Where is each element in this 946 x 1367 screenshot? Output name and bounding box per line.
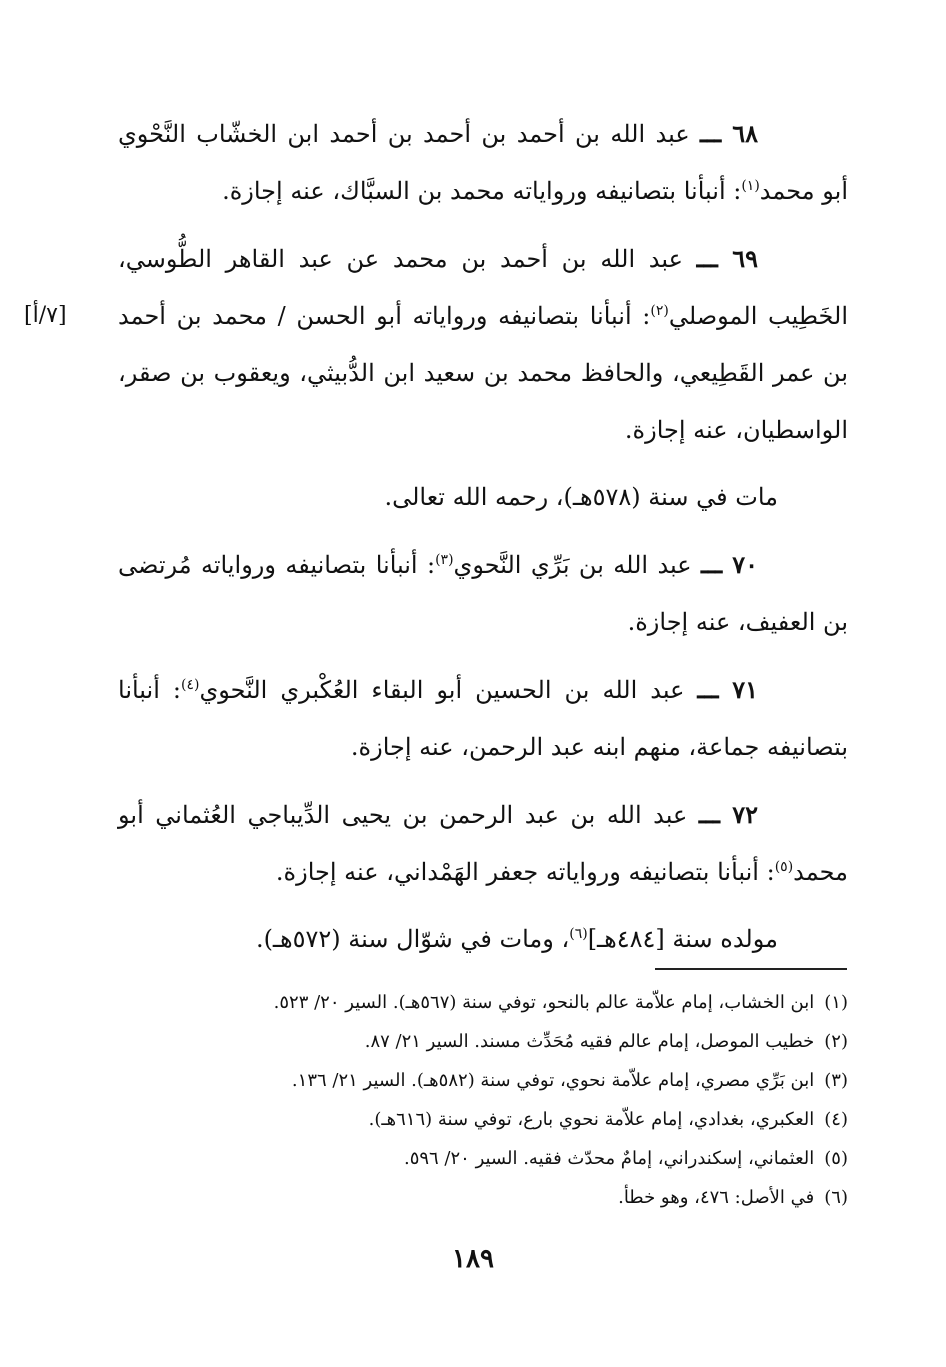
entry-text-continued: ، ومات في شوّال سنة (٥٧٢هـ). — [255, 925, 570, 953]
entry-text-continued: : أنبأنا بتصانيفه جماعة، منهم ابنه عبد الرحمن، عنه إجازة. — [118, 676, 848, 761]
footnote-text: في الأصل: ٤٧٦، وهو خطأ. — [618, 1187, 815, 1208]
footnote-ref[interactable]: (٥) — [774, 859, 794, 875]
footnote-number: (٥) — [824, 1148, 848, 1169]
footnote-text: العكبري، بغدادي، إمام علاّمة نحوي بارع، توفي سنة (٦١٦هـ). — [368, 1109, 815, 1130]
footnote-5 — [118, 1139, 848, 1178]
footnote-6 — [118, 1178, 848, 1217]
footnotes — [118, 983, 848, 1217]
footnote-number: (٢) — [824, 1031, 848, 1052]
entry-71 — [118, 661, 848, 776]
footnote-text: ابن بَرِّي مصري، إمام علاّمة نحوي، توفي سنة (٥٨٢هـ). السير ٢١/ ١٣٦. — [291, 1070, 815, 1091]
entry-text-continued: : أنبأنا بتصانيفه ورواياته مُرتضى بن العفيف، عنه إجازة. — [118, 551, 848, 636]
footnote-text: العثماني، إسكندراني، إمامٌ محدّث فقيه. السير ٢٠/ ٥٩٦. — [403, 1148, 815, 1169]
footnote-ref[interactable]: (٢) — [650, 303, 669, 319]
entry-70 — [118, 536, 848, 651]
footnote-ref[interactable]: (١) — [741, 178, 760, 194]
entry-text: مات في سنة (٥٧٨هـ)، رحمه الله تعالى. — [384, 483, 778, 511]
footnote-3 — [118, 1061, 848, 1100]
manuscript-folio-marker: [٧/أ] — [24, 303, 67, 328]
entry-number: ٦٩ ـــ — [696, 244, 758, 273]
main-text — [24, 105, 848, 978]
footnote-ref[interactable]: (٤) — [180, 677, 200, 693]
footnote-ref[interactable]: (٦) — [569, 926, 588, 942]
entry-text: مولده سنة [٤٨٤هـ] — [587, 925, 778, 953]
footnote-ref[interactable]: (٣) — [435, 552, 454, 568]
footnote-text: ابن الخشاب، إمام علاّمة عالم بالنحو، توفي سنة (٥٦٧هـ). السير ٢٠/ ٥٢٣. — [273, 992, 815, 1013]
entry-number: ٧٢ ـــ — [698, 800, 758, 829]
page-number: ١٨٩ — [452, 1244, 494, 1274]
footnote-number: (٦) — [824, 1187, 848, 1208]
entry-69-death — [118, 469, 848, 526]
entry-72-birth-death — [118, 911, 848, 968]
footnote-number: (٤) — [824, 1109, 848, 1130]
entry-text-continued: : أنبأنا بتصانيفه ورواياته جعفر الهَمْداني، عنه إجازة. — [275, 858, 775, 886]
footnote-1 — [118, 983, 848, 1022]
footnote-text: خطيب الموصل، إمام عالم فقيه مُحَدِّث مسند. السير ٢١/ ٨٧. — [364, 1031, 815, 1052]
entry-number: ٧١ ـــ — [697, 675, 759, 704]
entry-68 — [118, 105, 848, 220]
entry-text: عبد الله بن أحمد بن محمد عن عبد القاهر الطُّوسي، الخَطِيب الموصلي — [118, 245, 848, 330]
entry-69 — [24, 230, 848, 459]
entry-text-continued: : أنبأنا بتصانيفه ورواياته محمد بن السبَّاك، عنه إجازة. — [222, 177, 742, 205]
footnote-separator — [655, 968, 847, 970]
footnote-number: (١) — [824, 992, 848, 1013]
entry-text: عبد الله بن أحمد بن أحمد بن أحمد ابن الخشّاب النَّحْوي أبو محمد — [118, 120, 848, 205]
footnote-2 — [118, 1022, 848, 1061]
entry-72 — [118, 786, 848, 901]
entry-text-continued: : أنبأنا بتصانيفه ورواياته أبو الحسن / محمد بن أحمد بن عمر القَطِيعي، والحافظ محمد بن سعيد ابن الدُّبيثي، ويعقوب بن صقر، الواسطيان، عنه إجازة. — [118, 302, 848, 444]
entry-text: عبد الله بن الحسين أبو البقاء العُكْبري النَّحوي — [199, 676, 685, 704]
entry-number: ٧٠ ـــ — [701, 550, 758, 579]
footnote-number: (٣) — [824, 1070, 848, 1091]
footnote-4 — [118, 1100, 848, 1139]
entry-text: عبد الله بن عبد الرحمن بن يحيى الدِّيباجي العُثماني أبو محمد — [118, 801, 848, 886]
entry-number: ٦٨ ـــ — [700, 119, 758, 148]
entry-text: عبد الله بن بَرِّي النَّحوي — [453, 551, 692, 579]
